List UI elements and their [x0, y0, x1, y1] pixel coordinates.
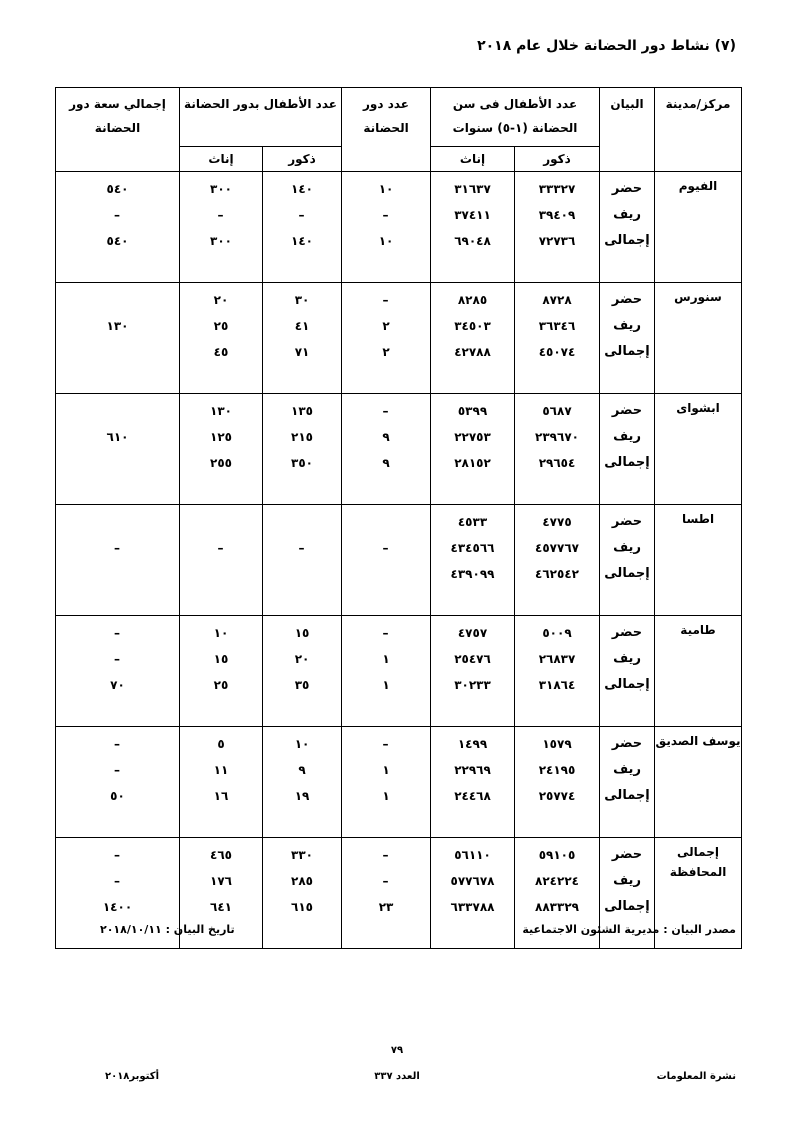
value: –	[298, 208, 306, 222]
header-children-age: عدد الأطفال فى سن الحضانة (١-٥) سنوات	[431, 88, 600, 147]
statement-label: حضر	[611, 514, 643, 529]
value: ٢	[382, 319, 390, 333]
value: ٧٢٧٣٦	[538, 234, 576, 248]
value: ٢٣	[378, 900, 394, 914]
value: ٢٤٤٦٨	[454, 789, 491, 803]
value: ٤٦٥	[210, 848, 232, 862]
statement-label: إجمالى	[604, 899, 650, 914]
statement-label: ريف	[613, 318, 641, 333]
header-kids-females: إناث	[180, 147, 263, 172]
value: ٦١٠	[106, 430, 129, 444]
kids-males-cell	[263, 505, 342, 616]
value: ١٧٦	[210, 874, 232, 888]
value: ١٤٩٩	[457, 737, 488, 751]
kids-females-cell	[180, 283, 263, 394]
kids-males-cell	[263, 394, 342, 505]
age-males-cell	[515, 172, 600, 283]
value: ٤٣٤٥٦٦	[450, 541, 495, 555]
value: ٢٤١٩٥	[538, 763, 576, 777]
value	[56, 398, 179, 424]
capacity-cell	[56, 283, 180, 394]
header-city: مركز/مدينة	[655, 88, 742, 172]
value: ٦٣٣٧٨٨	[450, 900, 495, 914]
value: –	[114, 626, 121, 640]
value: ٣٣٠	[291, 848, 313, 862]
kids-males-cell	[263, 616, 342, 727]
value: ١٣٠	[106, 319, 129, 333]
value: ١٠	[378, 234, 394, 248]
statement-labels	[600, 172, 655, 283]
nursery-activity-table	[55, 87, 742, 949]
value: ١٥	[294, 626, 310, 640]
value: ١٥	[213, 652, 229, 666]
value: ٣٠٠	[210, 182, 232, 196]
age-females-cell	[431, 616, 515, 727]
value	[56, 450, 179, 476]
value: ٣٠٠	[210, 234, 232, 248]
statement-label: إجمالى	[604, 455, 650, 470]
value: ١٣٠	[210, 404, 232, 418]
header-capacity: إجمالي سعة دور الحضانة	[56, 88, 180, 172]
statement-label: إجمالى	[604, 344, 650, 359]
city-name: يوسف الصديق	[655, 727, 742, 838]
capacity-cell	[56, 616, 180, 727]
age-males-cell	[515, 727, 600, 838]
value: ٣١٨٦٤	[538, 678, 576, 692]
value: ٥٧٧٦٧٨	[450, 874, 495, 888]
statement-label: ريف	[613, 540, 641, 555]
value: ٢٦٨٣٧	[538, 652, 576, 666]
value: ٢٠	[213, 293, 229, 307]
table-row	[56, 727, 742, 838]
statement-label: إجمالى	[604, 677, 650, 692]
value	[263, 509, 341, 535]
value: –	[217, 208, 225, 222]
age-females-cell	[431, 838, 515, 949]
value: –	[382, 541, 390, 555]
statement-labels	[600, 283, 655, 394]
value	[56, 339, 179, 365]
value: ٣٥	[294, 678, 310, 692]
nurseries-cell	[342, 172, 431, 283]
table-row	[56, 172, 742, 283]
value: ٨٢٤٢٢٤	[535, 874, 579, 888]
value: ١	[382, 678, 390, 692]
value: ٢٥٥	[210, 456, 232, 470]
value: ٣٤٥٠٣	[454, 319, 491, 333]
capacity-cell	[56, 394, 180, 505]
value: ١٤٠	[291, 234, 313, 248]
value: –	[114, 541, 121, 555]
value: ٣٧٤١١	[454, 208, 491, 222]
value: ٨٢٨٥	[457, 293, 488, 307]
data-date: تاريخ البيان : ٢٠١٨/١٠/١١	[100, 923, 235, 936]
value: ٥٠	[110, 789, 125, 803]
value: ٩	[298, 763, 306, 777]
value: ١	[382, 652, 390, 666]
capacity-cell	[56, 505, 180, 616]
value: ٢٣٩٦٧٠	[535, 430, 579, 444]
age-males-cell	[515, 505, 600, 616]
city-name: ابشواى	[655, 394, 742, 505]
value: ٤٥٣٣	[457, 515, 488, 529]
value: –	[114, 874, 121, 888]
age-females-cell	[431, 394, 515, 505]
value: ٦٤١	[210, 900, 232, 914]
value: ٥	[217, 737, 225, 751]
nurseries-cell	[342, 394, 431, 505]
value: ١٠	[213, 626, 229, 640]
value: ٣٠	[294, 293, 310, 307]
header-children-in-nurseries: عدد الأطفال بدور الحضانة	[180, 88, 342, 147]
value: ٣٠٢٣٣	[454, 678, 491, 692]
nurseries-cell	[342, 838, 431, 949]
statement-labels	[600, 505, 655, 616]
kids-females-cell	[180, 616, 263, 727]
value: ١٠	[378, 182, 394, 196]
kids-males-cell	[263, 838, 342, 949]
footer-issue: العدد ٣٣٧	[374, 1071, 420, 1082]
value: –	[114, 208, 121, 222]
kids-males-cell	[263, 283, 342, 394]
header-age-females: إناث	[431, 147, 515, 172]
statement-label: ريف	[613, 429, 641, 444]
kids-females-cell	[180, 727, 263, 838]
value: ٨٨٣٣٢٩	[535, 900, 579, 914]
value: ١	[382, 789, 390, 803]
value: ٢٠	[294, 652, 310, 666]
value: ٤٣٩٠٩٩	[450, 567, 495, 581]
statement-label: حضر	[611, 403, 643, 418]
value	[56, 509, 179, 535]
value	[56, 287, 179, 313]
statement-label: ريف	[613, 762, 641, 777]
value: ٣٩٤٠٩	[538, 208, 576, 222]
value: ٢٥٤٧٦	[454, 652, 491, 666]
value: ١٦	[213, 789, 229, 803]
data-source: مصدر البيان : مديرية الشئون الاجتماعية	[522, 923, 736, 936]
value	[342, 509, 430, 535]
value: ٤٢٧٨٨	[454, 345, 491, 359]
value: ٤٦٢٥٤٢	[535, 567, 579, 581]
value: ٢٥	[213, 319, 229, 333]
value: –	[382, 626, 390, 640]
value: ١	[382, 763, 390, 777]
kids-females-cell	[180, 172, 263, 283]
nurseries-cell	[342, 505, 431, 616]
kids-females-cell	[180, 394, 263, 505]
statement-label: ريف	[613, 873, 641, 888]
statement-labels	[600, 727, 655, 838]
footer-bulletin: نشرة المعلومات	[656, 1071, 736, 1082]
value: ٥٩١٠٥	[538, 848, 576, 862]
value: ٤٧٧٥	[542, 515, 572, 529]
value: ٥٤٠	[106, 234, 129, 248]
value: ٤٥	[213, 345, 229, 359]
header-nursery-count: عدد دور الحضانة	[342, 88, 431, 172]
value: –	[382, 874, 390, 888]
value: ٥٤٠	[106, 182, 129, 196]
value: ٣١٦٣٧	[454, 182, 491, 196]
value: ٢٥٧٧٤	[538, 789, 576, 803]
kids-males-cell	[263, 727, 342, 838]
value: –	[114, 737, 121, 751]
value: ٦١٥	[291, 900, 313, 914]
value: –	[114, 652, 121, 666]
statement-label: ريف	[613, 651, 641, 666]
value: ٣٣٣٢٧	[538, 182, 576, 196]
value: –	[114, 763, 121, 777]
value: ٢٢٩٦٩	[454, 763, 491, 777]
statement-labels	[600, 394, 655, 505]
statement-label: إجمالى	[604, 788, 650, 803]
nurseries-cell	[342, 283, 431, 394]
city-name: اطسا	[655, 505, 742, 616]
city-name: طامية	[655, 616, 742, 727]
value: ٢٨١٥٢	[454, 456, 491, 470]
value: ٣٥٠	[291, 456, 313, 470]
value: ٢٨٥	[291, 874, 313, 888]
value: ٥٦٨٧	[542, 404, 572, 418]
statement-label: حضر	[611, 847, 643, 862]
value: –	[382, 848, 390, 862]
statement-label: حضر	[611, 292, 643, 307]
value: ١٠	[294, 737, 310, 751]
value: –	[114, 848, 121, 862]
statement-label: إجمالى	[604, 566, 650, 581]
age-males-cell	[515, 616, 600, 727]
value: ٢١٥	[291, 430, 313, 444]
value: ٤٥٧٧٦٧	[535, 541, 579, 555]
value: ٢٥	[213, 678, 229, 692]
table-row	[56, 283, 742, 394]
value: ٤٥٠٧٤	[538, 345, 576, 359]
value: ١٢٥	[210, 430, 232, 444]
value	[56, 561, 179, 587]
value: ٤٧٥٧	[457, 626, 488, 640]
value: ١١	[213, 763, 229, 777]
value: ٥٠٠٩	[542, 626, 572, 640]
statement-label: إجمالى	[604, 233, 650, 248]
header-age-males: ذكور	[515, 147, 600, 172]
value: –	[217, 541, 225, 555]
age-males-cell	[515, 283, 600, 394]
value: ١٣٥	[291, 404, 313, 418]
value: ٢٩٦٥٤	[538, 456, 576, 470]
city-name: إجمالى المحافظة	[655, 838, 742, 949]
value: –	[298, 541, 306, 555]
value: ٧١	[294, 345, 310, 359]
value: ٧٠	[110, 678, 125, 692]
value: ٢	[382, 345, 390, 359]
value: ٩	[382, 430, 390, 444]
value: ١٤٠	[291, 182, 313, 196]
value: –	[382, 404, 390, 418]
statement-label: حضر	[611, 736, 643, 751]
age-females-cell	[431, 172, 515, 283]
value: –	[382, 208, 390, 222]
age-females-cell	[431, 283, 515, 394]
value: ٥٦١١٠	[454, 848, 491, 862]
capacity-cell	[56, 727, 180, 838]
header-statement: البيان	[600, 88, 655, 172]
value: ٨٧٢٨	[542, 293, 572, 307]
table-row	[56, 616, 742, 727]
header-kids-males: ذكور	[263, 147, 342, 172]
value: ٥٣٩٩	[457, 404, 488, 418]
value	[180, 561, 262, 587]
value: ١٥٧٩	[542, 737, 572, 751]
statement-labels	[600, 616, 655, 727]
value: ٣٦٣٤٦	[538, 319, 576, 333]
value: ٤١	[294, 319, 310, 333]
value: ٢٢٧٥٣	[454, 430, 491, 444]
nurseries-cell	[342, 727, 431, 838]
value: ٩	[382, 456, 390, 470]
age-males-cell	[515, 394, 600, 505]
nurseries-cell	[342, 616, 431, 727]
city-name: سنورس	[655, 283, 742, 394]
footer-month: أكتوبر٢٠١٨	[105, 1071, 159, 1082]
value	[180, 509, 262, 535]
value: ٦٩٠٤٨	[454, 234, 491, 248]
page-number: ٧٩	[390, 1045, 404, 1056]
kids-females-cell	[180, 505, 263, 616]
age-females-cell	[431, 505, 515, 616]
value	[342, 561, 430, 587]
value: ١٩	[294, 789, 310, 803]
statement-label: ريف	[613, 207, 641, 222]
city-name: الفيوم	[655, 172, 742, 283]
value	[263, 561, 341, 587]
table-row	[56, 394, 742, 505]
value: –	[382, 293, 390, 307]
age-females-cell	[431, 727, 515, 838]
value: –	[382, 737, 390, 751]
kids-males-cell	[263, 172, 342, 283]
page-title: (٧) نشاط دور الحضانة خلال عام ٢٠١٨	[477, 38, 736, 54]
capacity-cell	[56, 172, 180, 283]
statement-label: حضر	[611, 625, 643, 640]
table-row	[56, 505, 742, 616]
statement-label: حضر	[611, 181, 643, 196]
value: ١٤٠٠	[102, 900, 133, 914]
